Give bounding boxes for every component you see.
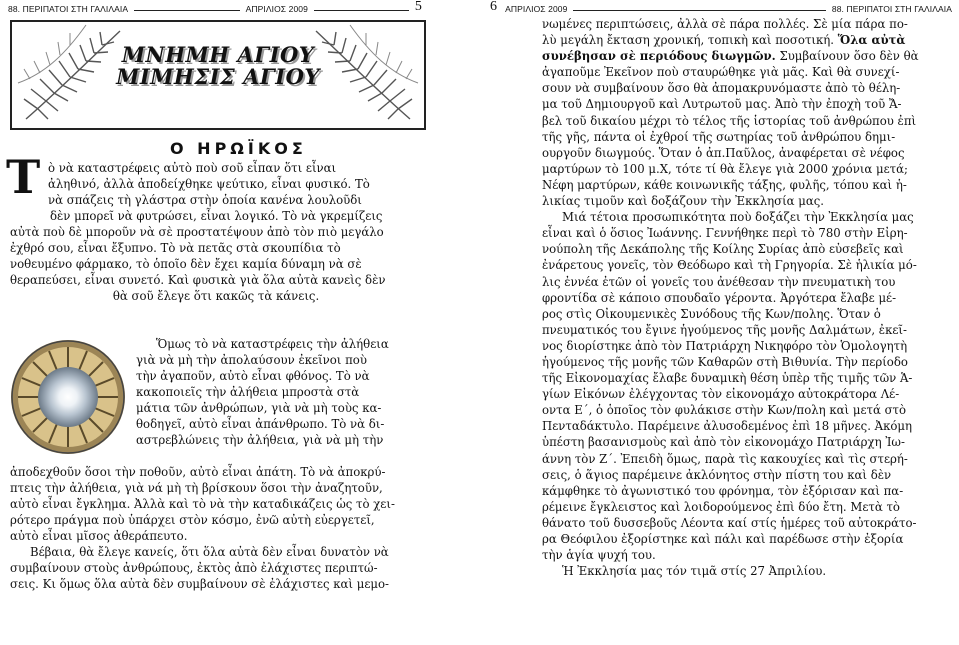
text-line: ρέμεινε ἔγκλειστος καὶ λοιδορούμενος ἐπὶ δύο ἔτη. Μετὰ τὸ bbox=[542, 499, 900, 514]
text-line: μάτια τῶν ἀνθρώπων, γιὰ νὰ μὴ τοὺς κα- bbox=[136, 401, 382, 415]
text-line: μαρτύρων τὸ 100 μ.Χ, τότε τί θὰ ἔλεγε γιὰ 2000 χρόνια μετά; bbox=[542, 161, 908, 176]
text-line: αστρεβλώνεις τὴν ἀλήθεια, γιὰ νὰ μὴ τὴν bbox=[136, 433, 384, 447]
header-rule-2 bbox=[314, 10, 409, 11]
article-title: Ο ΗΡΩΪΚΟΣ bbox=[170, 139, 307, 158]
text-line: θεραπεύσει, εἶναι συνετό. Καὶ φυσικὰ γιὰ ὅλα αὐτὰ κανεὶς δὲν bbox=[10, 273, 386, 287]
left-page bbox=[0, 0, 470, 645]
text-line: πτεις τὴν ἀλήθεια, γιὰ νά μὴ τὴ βρίσκουν ὅσοι τὴν ἀναζητοῦν, bbox=[10, 481, 383, 495]
text-line: αὐτὸ εἶναι μῖσος ἀθεράπευτο. bbox=[10, 529, 188, 543]
text-line: Ἡ Ἐκκλησία μας τόν τιμᾶ στίς 27 Ἀπριλίου. bbox=[562, 564, 827, 579]
banner-title-line2: ΜΙΜΗΣΙΣ ΑΓΙΟΥ bbox=[116, 64, 320, 89]
header-issue: 88. ΠΕΡΙΠΑΤΟΙ ΣΤΗ ΓΑΛΙΛΑΙΑ bbox=[8, 4, 129, 14]
text-line: λις ἐννέα ἐτῶν οἱ γονεῖς του ἀνέθεσαν τὴν πνευματικὴ του bbox=[542, 274, 896, 289]
text-line: ρότερο πράγμα ποὺ ὑπάρχει στὸν κόσμο, ἐνῶ αὐτὴ εὐεργετεῖ, bbox=[10, 513, 375, 527]
article-text-1 bbox=[10, 208, 422, 304]
text-line: τῆς γῆς, πάντα οἱ ἐχθροί τῆς σωτηρίας τοῦ ἀνθρώπου δημι- bbox=[542, 129, 896, 144]
text-line: Βέβαια, θὰ ἔλεγε κανείς, ὅτι ὅλα αὐτὰ δὲν εἶναι δυνατὸν νὰ bbox=[30, 545, 389, 559]
text-line: Ὅμως τὸ νὰ καταστρέφεις τὴν ἀλήθεια bbox=[156, 337, 389, 351]
article-intro bbox=[48, 160, 422, 208]
text-line: ἀγαποῦμε Ἐκεῖνον ποὺ σταυρώθηκε γιὰ μᾶς. Καὶ θὰ συνεχί- bbox=[542, 65, 900, 80]
text-line: βελ τοῦ δικαίου μέχρι τὸ τέλος τῆς ἱστορίας τοῦ ἀνθρώπου ἐπὶ bbox=[542, 113, 917, 128]
text-line: σεις. Κι ὅμως ὅλα αὐτὰ δὲν συμβαίνουν σὲ ἐλάχιστες καὶ μεμο- bbox=[10, 577, 389, 591]
text-line: ἡγούμενος τῆς μονῆς τῶν Καθαρῶν στὴ Βιθυνία. Τὴν περίοδο bbox=[542, 354, 908, 369]
text-line: Νέφη μαρτύρων, κάθε κοινωνικῆς τάξης, φυλῆς, τόπου καὶ ἡ- bbox=[542, 177, 907, 192]
text-line: λὺ μεγάλη ἔκταση χρονική, τοπικὴ καὶ ποσοτική. Ὅλα αὐτὰ bbox=[542, 33, 906, 48]
text-line: συνέβησαν σὲ περιόδους διωγμῶν. Συμβαίνουν ὅσο δὲν θὰ bbox=[542, 49, 919, 64]
header-rule bbox=[573, 10, 825, 11]
text-line: ἐχθρό σου, εἶναι ἔξυπνο. Τὸ νὰ πετᾶς στὰ σκουπίδια τὸ bbox=[10, 241, 341, 255]
bold-phrase: συνέβησαν σὲ περιόδους διωγμῶν. bbox=[542, 49, 776, 64]
header-rule bbox=[134, 10, 240, 11]
header-month: ΑΠΡΙΛΙΟΣ 2009 bbox=[245, 4, 308, 14]
text-line: οντα Ε΄, ὁ ὁποῖος τὸν φυλάκισε στὴν Κων/πολη καὶ μετά στὸ bbox=[542, 403, 907, 418]
title-banner bbox=[10, 20, 426, 130]
text-line: τὴν ἀγαποῦν, αὐτὸ εἶναι φθόνος. Τὸ νὰ bbox=[136, 369, 370, 383]
text-line: θάνατο τοῦ δυσσεβοῦς Λέοντα καί στίς ἡμέρες τοῦ αὐτοκράτο- bbox=[542, 515, 917, 530]
text-line: συμβαίνουν στοὺς ἀνθρώπους, ἐκτὸς ἀπὸ ἐλάχιστες περιπτώ- bbox=[10, 561, 378, 575]
text-line: Πενταδάκτυλο. Παρέμεινε ἀλυσοδεμένος ἐπὶ 18 μῆνες. Ἀκόμη bbox=[542, 419, 913, 434]
text-line: νωμένες περιπτώσεις, ἀλλὰ σὲ πάρα πολλές. Σὲ μία πάρα πο- bbox=[542, 17, 908, 31]
text-line: αὐτὸ εἶναι ἔγκλημα. Ἀλλὰ καὶ τὸ νὰ τὴν καταδικάζεις ὡς τὸ χει- bbox=[10, 497, 395, 511]
article-text-2 bbox=[136, 336, 422, 448]
page-header bbox=[8, 0, 422, 14]
text-line: θὰ σοῦ ἔλεγε ὅτι κακῶς τὰ κάνεις. bbox=[112, 289, 320, 303]
text-line: άννη τὸν Ζ΄. Ἐπειδὴ ὅμως, παρὰ τὶς κακουχίες καὶ τὶς στερή- bbox=[542, 451, 908, 466]
text-line: πνευματικός του ἔγινε ἡγούμενος τῆς μονῆς Δαλμάτων, ἐκεῖ- bbox=[542, 322, 907, 337]
text-line: λικίας τιμοῦν καὶ δοξάζουν τὴν Ἐκκλησία μας. bbox=[542, 194, 825, 209]
text-line: κάμφθηκε τὸ ἀγωνιστικό του φρόνημα, τὸν ἐξόρισαν καὶ πα- bbox=[542, 483, 904, 498]
text-line: Μιά τέτοια προσωπικότητα ποὺ δοξάζει τὴν Ἐκκλησία μας bbox=[562, 210, 914, 225]
text-line: γιὰ νὰ μὴ τὴν ἀπολαύσουν ἐκεῖνοι ποὺ bbox=[136, 353, 367, 367]
article-text-3 bbox=[10, 464, 422, 592]
text-line: νὰ σπάζεις τὴ γλάστρα στὴν ὁποία κανένα λουλοῦδι bbox=[48, 193, 362, 207]
header-month: ΑΠΡΙΛΙΟΣ 2009 bbox=[505, 4, 568, 14]
text-line: νος διορίστηκε ἀπὸ τὸν Πατριάρχη Νικηφόρο τὸν Ὁμολογητὴ bbox=[542, 338, 908, 353]
banner-title-line1: ΜΝΗΜΗ ΑΓΙΟΥ bbox=[121, 42, 315, 67]
text-line: τῆς Εἰκονομαχίας ἔλαβε δυναμικὴ θέση ὑπὲρ τῆς τιμῆς τῶν Ἁ- bbox=[542, 371, 913, 386]
drop-cap: Τ bbox=[6, 150, 41, 204]
text-line: ὑπέστη βασανισμοὺς καὶ ἀπὸ τὸν εἰκονομάχο Πατριάρχη Ἰω- bbox=[542, 435, 905, 450]
text-line: ρα Θεόφιλου ἐξορίστηκε καὶ πάλι καὶ παρέδωσε στὴν ἐξορία bbox=[542, 532, 904, 546]
text-line: κακοποιεῖς τὴν ἀλήθεια μπροστὰ στὰ bbox=[136, 385, 360, 399]
bold-phrase: Ὅλα αὐτὰ bbox=[837, 33, 906, 48]
text-line: ἐνάρετους γονεῖς, τὸν Θεόδωρο καὶ τὴ Γρηγορία. Σὲ ἡλικία μό- bbox=[542, 258, 917, 273]
text-line: ἀποδεχθοῦν ὅσοι τὴν ποθοῦν, αὐτὸ εἶναι ἀπάτη. Τὸ νὰ ἀποκρύ- bbox=[10, 465, 386, 479]
text-line: θοδηγεῖ, αὐτὸ εἶναι ἀπάνθρωπο. Τὸ νὰ δι- bbox=[136, 417, 385, 431]
text-line: δὲν μπορεῖ νὰ φυτρώσει, εἶναι λογικό. Τὸ νὰ γκρεμίζεις bbox=[50, 209, 383, 223]
right-page bbox=[486, 0, 959, 645]
text-line: νούπολη τῆς Δεκάπολης τῆς Κοίλης Συρίας ἀπὸ εὐσεβεῖς καὶ bbox=[542, 242, 904, 257]
text-line: τὴν ἁγία ψυχή του. bbox=[542, 548, 656, 563]
text-line: εἶναι καὶ ὁ ὅσιος Ἰωάννης. Γεννήθηκε περὶ τὸ 780 στὴν Εἰρη- bbox=[542, 226, 908, 241]
banner-title bbox=[12, 44, 424, 88]
page-number: 6 bbox=[490, 0, 498, 14]
text-line: ὸ νὰ καταστρέφεις αὐτὸ ποὺ σοῦ εἶπαν ὅτι εἶναι bbox=[48, 161, 337, 175]
text-line: σουν νὰ συμβαίνουν ὅσο θὰ ἀπομακρυνόμαστε ἀπὸ τὸ θέλη- bbox=[542, 81, 901, 96]
text-line: ρος στὶς Οἰκουμενικὲς Συνόδους τῆς Κων/πολης. Ὅταν ὁ bbox=[542, 306, 881, 321]
text-line: νοθευμένο φάρμακο, τὸ ὁποῖο δὲν ἔχει καμία δύναμη νὰ σὲ bbox=[10, 257, 362, 271]
text-line: ἀληθινό, ἀλλὰ ἀποδείχθηκε ψεύτικο, εἶναι φυσικό. Τὸ bbox=[48, 177, 370, 191]
text-line: σεις, ὁ ἅγιος παρέμεινε ἀκλόνητος στὴν πίστη του καὶ δὲν bbox=[542, 467, 892, 482]
text-line: αὐτὰ ποὺ δὲ μποροῦν νὰ σὲ προστατέψουν ἀπὸ τὸν πιὸ μεγάλο bbox=[10, 225, 384, 239]
article-continuation bbox=[542, 16, 952, 579]
page-header bbox=[490, 0, 952, 14]
text-line: γίων Εἰκόνων ἐλέγχοντας τὸν εἰκονομάχο αὐτοκράτορα Λέ- bbox=[542, 387, 900, 402]
medallion-image bbox=[8, 338, 128, 456]
text-line: ουργοῦν διωγμούς. Ὅταν ὁ ἀπ.Παῦλος, ἀναφέρεται σὲ νέφος bbox=[542, 145, 905, 160]
page-number: 5 bbox=[414, 0, 422, 14]
text-line: φροντίδα σὲ κάποιο σπουδαῖο γέροντα. Ἀργότερα ἔλαβε μέ- bbox=[542, 290, 897, 305]
text-line: μα τοῦ Δημιουργοῦ καὶ Λυτρωτοῦ μας. Ἀπὸ τὴν ἐποχὴ τοῦ Ἄ- bbox=[542, 97, 902, 112]
header-issue: 88. ΠΕΡΙΠΑΤΟΙ ΣΤΗ ΓΑΛΙΛΑΙΑ bbox=[831, 4, 952, 14]
